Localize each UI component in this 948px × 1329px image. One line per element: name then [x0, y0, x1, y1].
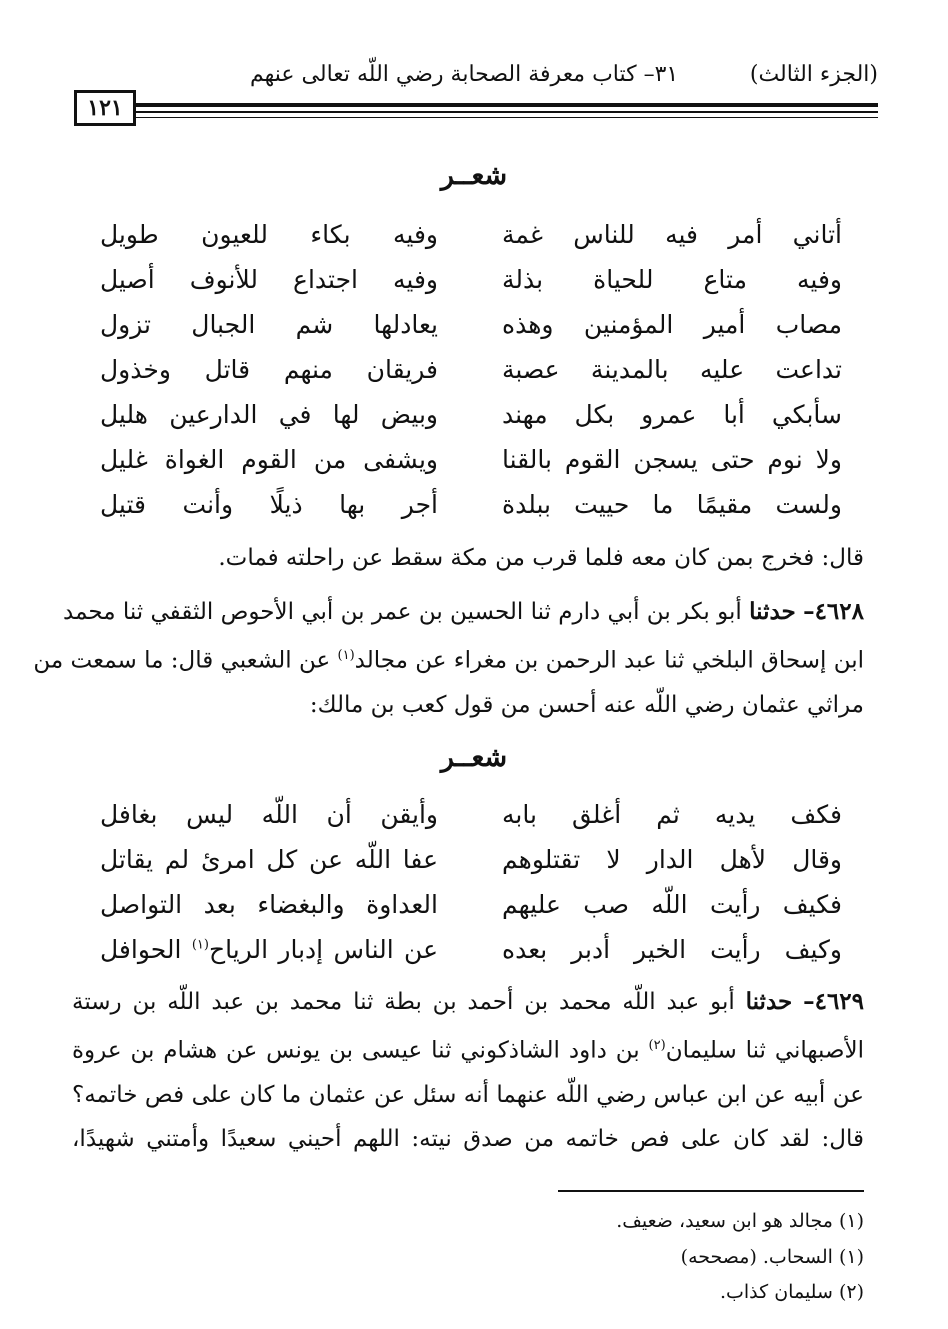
verse-second-half: وفيه بكاء للعيون طويل — [100, 220, 438, 249]
verse — [100, 445, 842, 491]
footnote — [400, 1246, 864, 1268]
hadith-lead: حدثنا — [749, 598, 796, 625]
poem-title: شعــر — [440, 160, 508, 191]
footnote-mark: (١) — [838, 1210, 864, 1232]
footnote-rule — [558, 1190, 864, 1192]
hadith-text: بن داود الشاذكوني ثنا عيسى بن يونس عن هشام بن عروة — [72, 1037, 640, 1064]
hadith-number: ٤٦٢٨– — [803, 598, 864, 625]
verse-first-half: فكيف رأيت اللّه صب عليهم — [502, 890, 842, 919]
verse-second-half: وفيه اجتداع للأنوف أصيل — [100, 265, 438, 294]
hadith-text: ابن إسحاق البلخي ثنا عبد الرحمن بن مغراء عن مجالد — [354, 647, 864, 674]
hadith-line — [72, 1024, 864, 1073]
verse — [100, 935, 842, 981]
verse-second-half: أجر بها ذيلًا وأنت قتيل — [100, 490, 438, 519]
verse — [100, 890, 842, 936]
verse — [100, 845, 842, 891]
verse-second-half: وبيض لها في الدارعين هليل — [100, 400, 438, 429]
footnote — [400, 1210, 864, 1232]
verse-second-half: ويشفى من القوم الغواة غليل — [100, 445, 438, 474]
verse-first-half: تداعت عليه بالمدينة عصبة — [502, 355, 842, 384]
verse-first-half: وفيه متاع للحياة بذلة — [502, 265, 842, 294]
footnote-mark: (٢) — [838, 1281, 864, 1303]
narrative-line: قال: فخرج بمن كان معه فلما قرب من مكة سقط عن راحلته فمات. — [218, 545, 864, 571]
hadith-text: الأصبهاني ثنا سليمان — [665, 1037, 865, 1064]
hadith-text: عن الشعبي قال: ما سمعت من — [33, 647, 331, 674]
verse — [100, 265, 842, 311]
hadith-line: قال: لقد كان على فص خاتمه من صدق نيته: اللهم أحيني سعيدًا وأمتني شهيدًا، — [72, 1125, 864, 1152]
verse-first-half: ولا نوم حتى يسجن القوم بالقنا — [502, 445, 842, 474]
running-head — [250, 62, 878, 87]
header-rule — [136, 111, 878, 113]
verse — [100, 355, 842, 401]
hadith-line — [33, 634, 864, 683]
footnote-ref: (١) — [191, 937, 209, 953]
verse-first-half: وقال لأهل الدار لا تقتلوهم — [502, 845, 842, 874]
hadith-text: أبو عبد اللّه محمد بن أحمد بن بطة ثنا محمد بن عبد اللّه بن رستة — [72, 989, 735, 1015]
hadith-4629 — [72, 980, 864, 1161]
hadith-text: أبو بكر بن أبي دارم ثنا الحسين بن عمر بن أبي الأحوص الثقفي ثنا محمد — [63, 599, 742, 625]
verse — [100, 490, 842, 536]
verse — [100, 220, 842, 266]
verse-text: الحوافل — [100, 935, 182, 964]
hadith-text: مراثي عثمان رضي اللّه عنه أحسن من قول كعب بن مالك: — [309, 691, 864, 718]
verse — [100, 800, 842, 846]
poem-title: شعــر — [440, 742, 508, 773]
part-label: (الجزء الثالث) — [749, 62, 878, 87]
verse-second-half — [100, 935, 438, 964]
hadith-lead: حدثنا — [745, 988, 793, 1015]
footnote-ref: (١) — [337, 648, 355, 663]
page-number: ١٢١ — [74, 90, 136, 126]
footnote-mark: (١) — [838, 1246, 864, 1268]
footnote-ref: (٢) — [648, 1038, 666, 1053]
verse-first-half: أتاني أمر فيه للناس غمة — [502, 220, 842, 249]
verse-first-half: فكف يديه ثم أغلق بابه — [502, 800, 842, 829]
verse-second-half: العداوة والبغضاء بعد التواصل — [100, 890, 438, 919]
footnote — [400, 1281, 864, 1303]
hadith-line — [63, 590, 864, 634]
verse-second-half: يعادلها شم الجبال تزول — [100, 310, 438, 339]
book-title: ٣١– كتاب معرفة الصحابة رضي اللّه تعالى عنهم — [250, 62, 679, 87]
hadith-number: ٤٦٢٩– — [803, 988, 865, 1015]
verse-first-half: سأبكي أبا عمرو بكل مهند — [502, 400, 842, 429]
verse-first-half: ولست مقيمًا ما حييت ببلدة — [502, 490, 842, 519]
verse-text: عن الناس إدبار الرياح — [208, 935, 438, 964]
verse-first-half: وكيف رأيت الخير أدبر بعده — [502, 935, 842, 964]
footnote-text: سليمان كذاب. — [719, 1281, 833, 1303]
verse-second-half: وأيقن أن اللّه ليس بغافل — [100, 800, 438, 829]
hadith-line: عن أبيه عن ابن عباس رضي اللّه عنهما أنه سئل عن عثمان ما كان على فص خاتمه؟ — [72, 1081, 864, 1108]
verse-second-half: عفا اللّه عن كل امرئ لم يقاتل — [100, 845, 438, 874]
verse-first-half: مصاب أمير المؤمنين وهذه — [502, 310, 842, 339]
verse — [100, 400, 842, 446]
footnote-text: مجالد هو ابن سعيد، ضعيف. — [616, 1210, 833, 1232]
hadith-line — [72, 980, 864, 1024]
header-rule — [136, 103, 878, 107]
verse-second-half: فريقان منهم قاتل وخذول — [100, 355, 438, 384]
header-rule — [74, 117, 878, 118]
footnote-text: السحاب. (مصححه) — [680, 1246, 833, 1268]
hadith-4628 — [33, 590, 864, 727]
verse — [100, 310, 842, 356]
